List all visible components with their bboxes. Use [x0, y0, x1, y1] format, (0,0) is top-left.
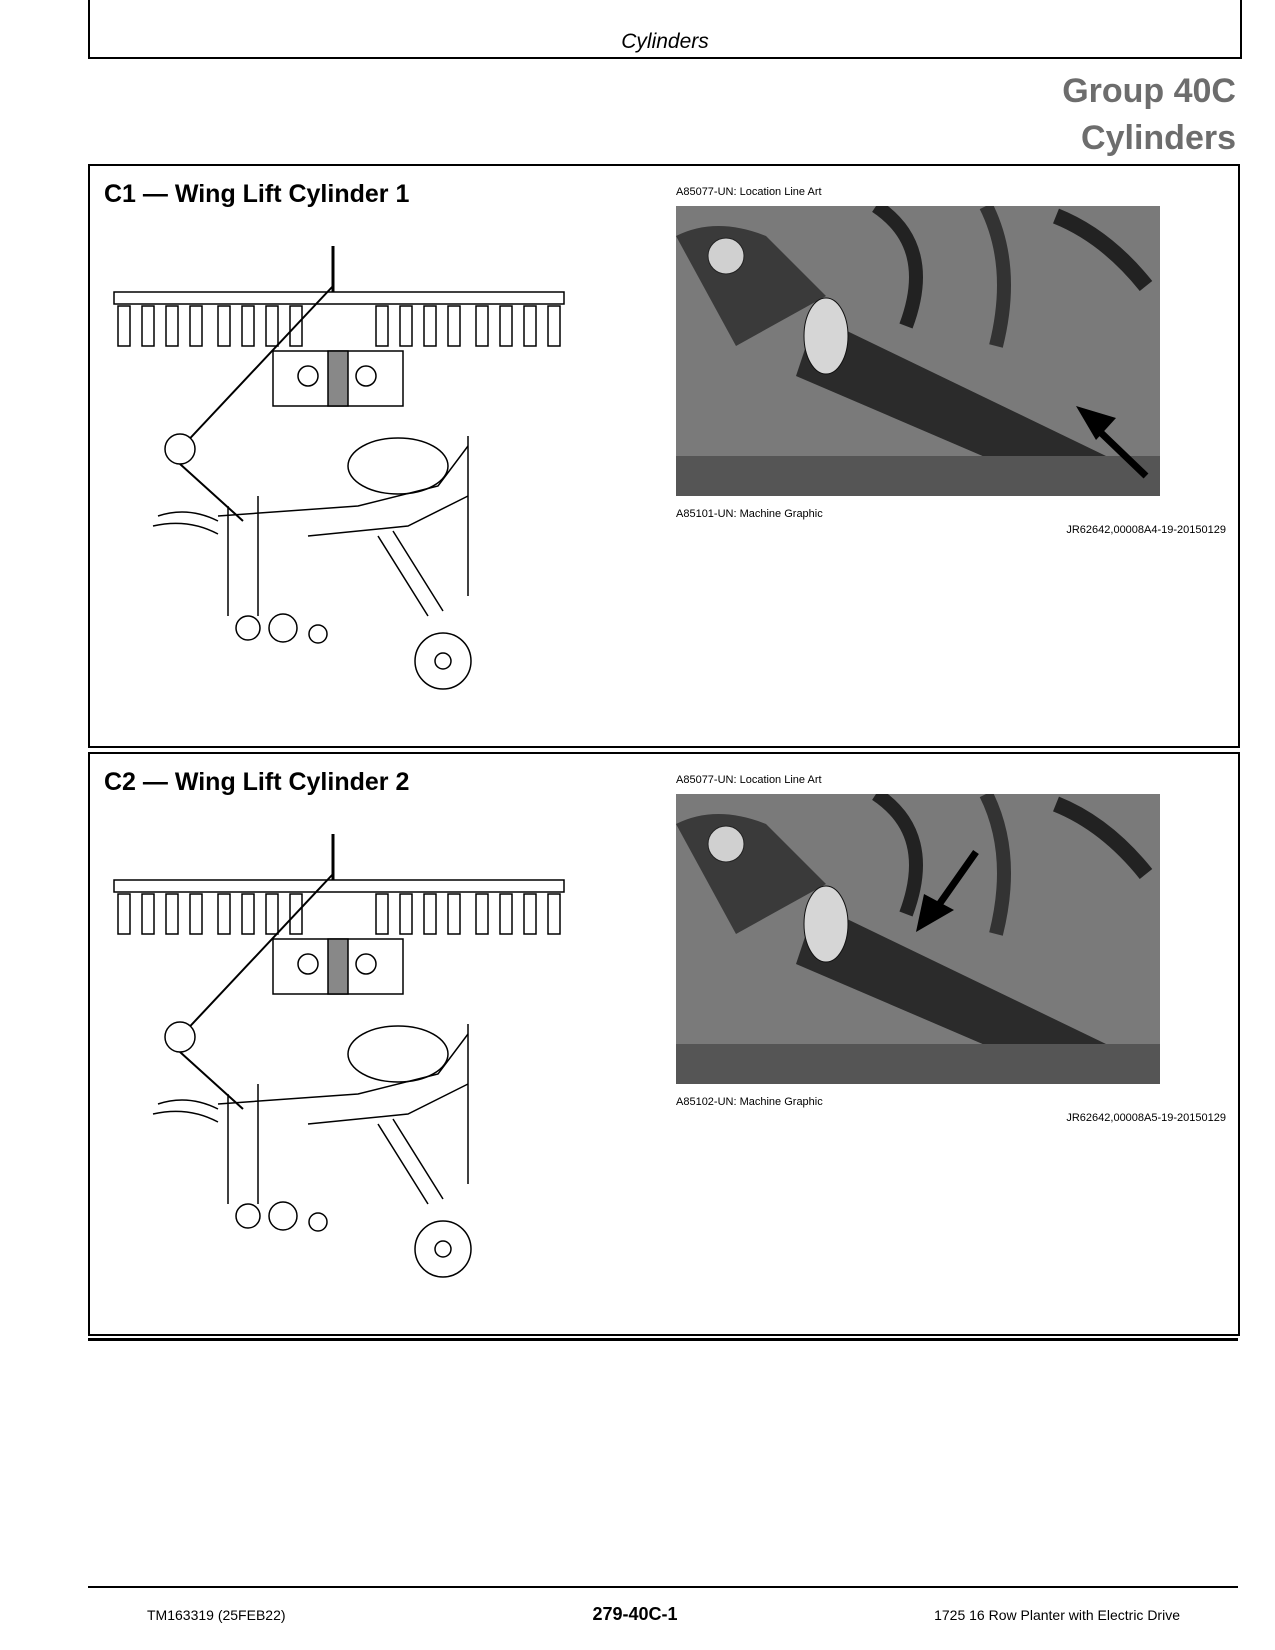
section-title: C2 — Wing Lift Cylinder 2 [104, 768, 410, 796]
section-c1 [88, 164, 1240, 748]
group-title-number: Group 40C [1062, 72, 1236, 110]
caption-machine-graphic: A85101-UN: Machine Graphic [676, 508, 823, 520]
footer-rule [88, 1586, 1238, 1588]
group-title-name: Cylinders [1081, 119, 1236, 157]
location-line-art [108, 824, 608, 1324]
reference-code: JR62642,00008A5-19-20150129 [1066, 1112, 1226, 1124]
footer-manual-id: TM163319 (25FEB22) [147, 1607, 286, 1623]
caption-location-line-art: A85077-UN: Location Line Art [676, 186, 822, 198]
reference-code: JR62642,00008A4-19-20150129 [1066, 524, 1226, 536]
location-line-art [108, 236, 608, 736]
callout-circle [165, 1022, 195, 1052]
callout-circle [165, 434, 195, 464]
toolbar-frame [114, 292, 564, 304]
section-c2 [88, 752, 1240, 1336]
callout-leader [180, 286, 333, 449]
group-title [1062, 68, 1236, 162]
row-units [118, 894, 560, 934]
running-header [88, 0, 1242, 59]
caption-location-line-art: A85077-UN: Location Line Art [676, 774, 822, 786]
footer-page-number: 279-40C-1 [592, 1604, 678, 1624]
machine-graphic-photo [676, 206, 1160, 496]
section-title: C1 — Wing Lift Cylinder 1 [104, 180, 410, 208]
callout-leader [180, 874, 333, 1037]
side-tank [348, 438, 448, 494]
row-units [118, 306, 560, 346]
running-header-title: Cylinders [621, 30, 709, 53]
gauge-wheel [415, 633, 471, 689]
caption-machine-graphic: A85102-UN: Machine Graphic [676, 1096, 823, 1108]
footer-machine-title: 1725 16 Row Planter with Electric Drive [934, 1607, 1180, 1623]
machine-graphic-photo [676, 794, 1160, 1084]
section-end-rule [88, 1338, 1238, 1341]
